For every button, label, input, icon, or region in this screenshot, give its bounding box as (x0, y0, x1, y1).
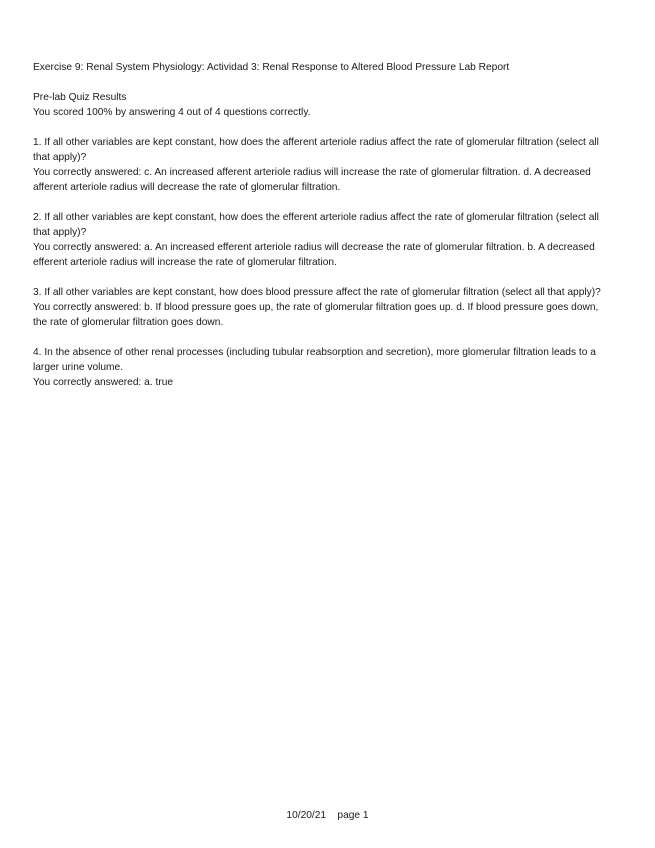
question-text: 4. In the absence of other renal processes (including tubular reabsorption and secretion), more glomerular filtration leads to a larger urine volume. (33, 347, 596, 373)
document-page (33, 60, 613, 405)
answer-text: You correctly answered: c. An increased afferent arteriole radius will increase the rate of glomerular filtration. d. A decreased afferent arteriole radius will decrease the rate of glomerular filtration. (33, 167, 591, 193)
question-text: 2. If all other variables are kept constant, how does the efferent arteriole radius affect the rate of glomerular filtration (select all that apply)? (33, 212, 599, 238)
document-title: Exercise 9: Renal System Physiology: Actividad 3: Renal Response to Altered Blood Pressure Lab Report (33, 62, 510, 73)
results-summary (33, 90, 613, 120)
footer-page-number: page 1 (337, 810, 369, 821)
question-item-2 (33, 210, 613, 270)
score-text: You scored 100% by answering 4 out of 4 questions correctly. (33, 107, 311, 118)
question-item-3 (33, 285, 613, 330)
answer-text: You correctly answered: b. If blood pressure goes up, the rate of glomerular filtration goes up. d. If blood pressure goes down, the rate of glomerular filtration goes down. (33, 302, 599, 328)
question-text: 3. If all other variables are kept constant, how does blood pressure affect the rate of glomerular filtration (select all that apply)? (33, 287, 601, 298)
answer-text: You correctly answered: a. An increased efferent arteriole radius will decrease the rate of glomerular filtration. b. A decreased efferent arteriole radius will increase the rate of glomerular filtration. (33, 242, 595, 268)
page-footer (0, 808, 655, 823)
answer-text: You correctly answered: a. true (33, 377, 174, 388)
question-item-4 (33, 345, 613, 390)
question-item-1 (33, 135, 613, 195)
question-text: 1. If all other variables are kept constant, how does the afferent arteriole radius affect the rate of glomerular filtration (select all that apply)? (33, 137, 599, 163)
footer-date: 10/20/21 (286, 810, 327, 821)
results-heading: Pre-lab Quiz Results (33, 92, 127, 103)
